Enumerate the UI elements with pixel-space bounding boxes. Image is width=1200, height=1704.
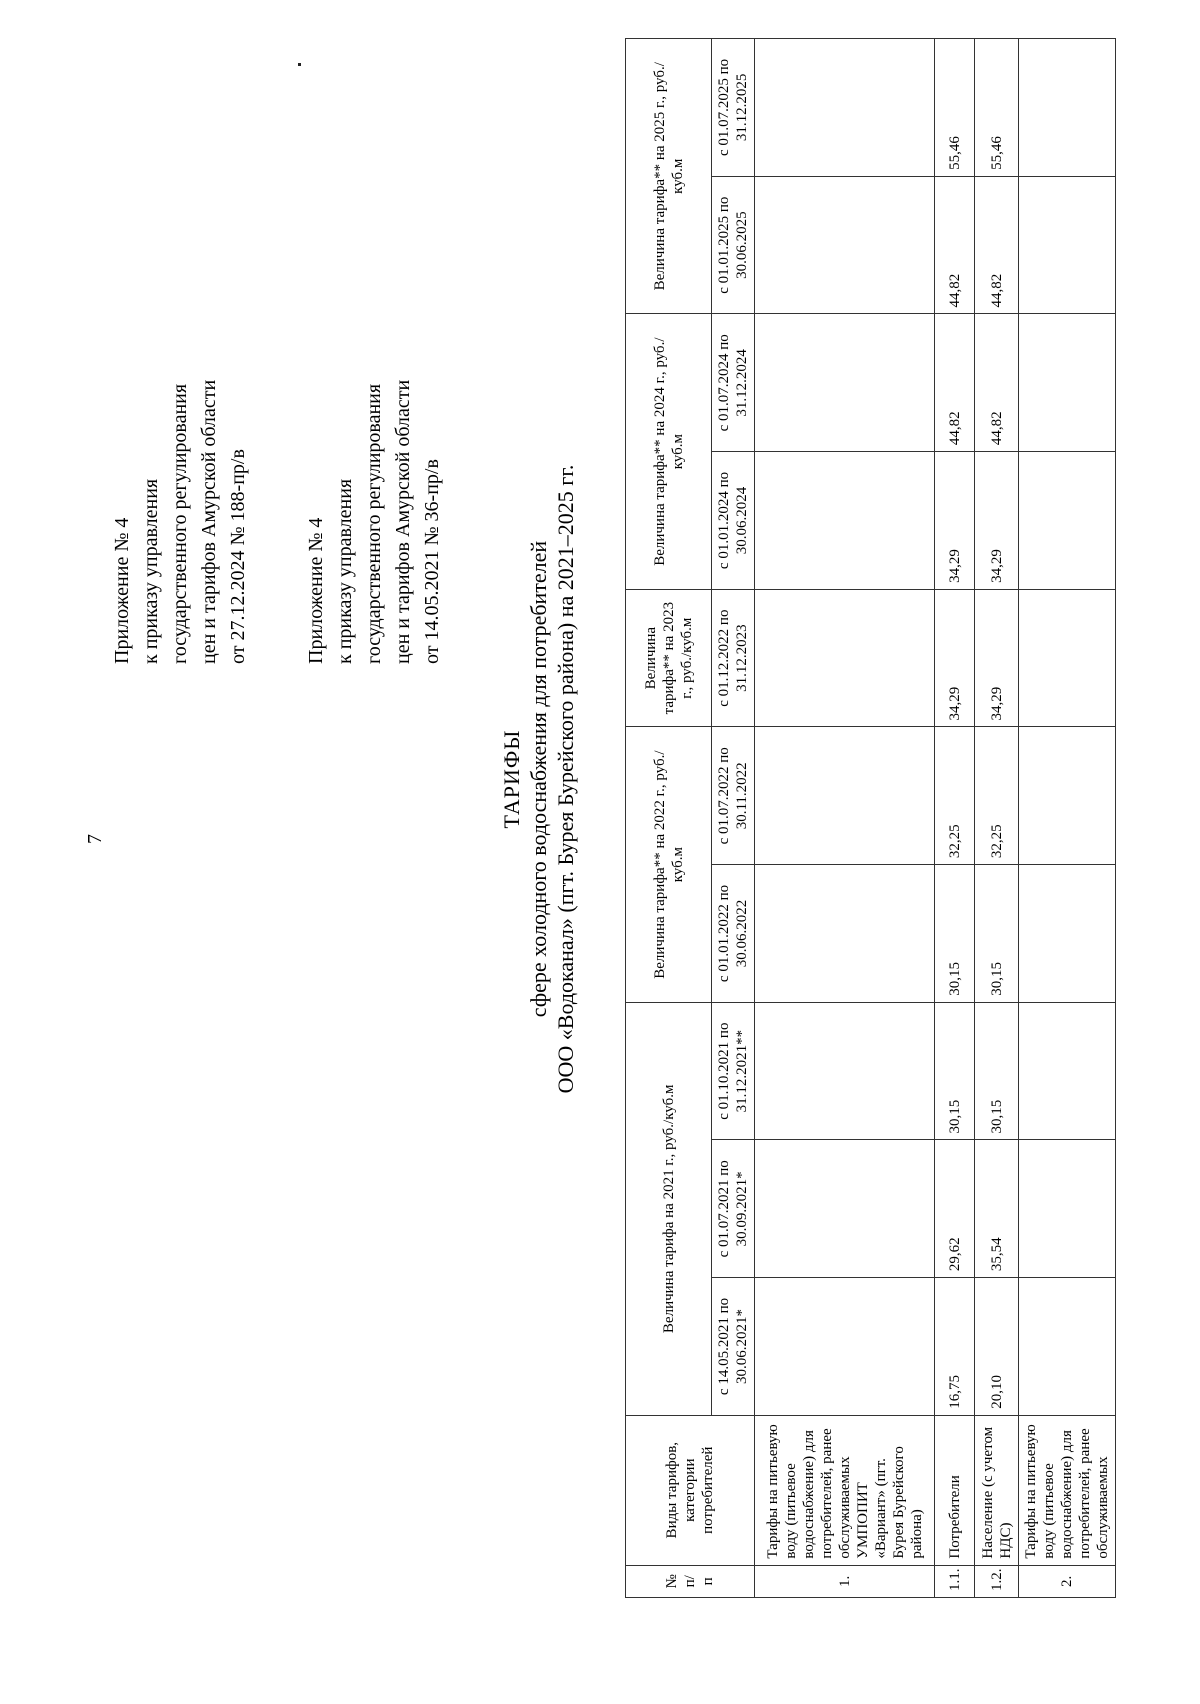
tariff-value: 44,82 bbox=[935, 314, 975, 452]
table-row bbox=[755, 39, 935, 1598]
tariff-value: 30,15 bbox=[935, 1002, 975, 1140]
tariff-value bbox=[755, 176, 935, 314]
period-header: с 01.01.2025 по 30.06.2025 bbox=[712, 176, 755, 314]
tariff-value: 30,15 bbox=[975, 1002, 1019, 1140]
appendix-current-line: государственного регулирования bbox=[169, 383, 191, 664]
appendix-previous-line: цен и тарифов Амурской области bbox=[392, 379, 414, 664]
header-2023: Величина тарифа** на 2023 г., руб./куб.м bbox=[626, 589, 712, 727]
period-header: с 14.05.2021 по 30.06.2021* bbox=[712, 1278, 755, 1416]
tariff-value: 55,46 bbox=[935, 39, 975, 177]
row-name: Потребители bbox=[935, 1415, 975, 1565]
tariff-value: 34,29 bbox=[935, 589, 975, 727]
tariff-value: 34,29 bbox=[975, 452, 1019, 590]
period-header: с 01.07.2025 по 31.12.2025 bbox=[712, 39, 755, 177]
tariffs-table bbox=[625, 38, 1116, 1598]
tariff-value bbox=[755, 452, 935, 590]
tariff-value bbox=[755, 1002, 935, 1140]
header-2022: Величина тарифа** на 2022 г., руб./куб.м bbox=[626, 727, 712, 1002]
appendix-current-line: от 27.12.2024 № 188-пр/в bbox=[227, 449, 249, 664]
appendix-current-line: цен и тарифов Амурской области bbox=[198, 379, 220, 664]
table-row bbox=[1019, 39, 1116, 1598]
row-name: Население (с учетом НДС) bbox=[975, 1415, 1019, 1565]
appendix-current bbox=[108, 380, 253, 664]
table-row bbox=[935, 39, 975, 1598]
document-title bbox=[498, 354, 579, 1204]
period-header: с 01.01.2024 по 30.06.2024 bbox=[712, 452, 755, 590]
header-kinds: Виды тарифов, категории потребителей bbox=[626, 1415, 755, 1565]
tariff-value: 30,15 bbox=[975, 865, 1019, 1003]
row-number: 1.1. bbox=[935, 1565, 975, 1597]
tariff-value bbox=[1019, 314, 1116, 452]
row-name: Тарифы на питьевую воду (питьевое водоснабжение) для потребителей, ранее обслуживаемых bbox=[1019, 1415, 1116, 1565]
appendix-previous bbox=[302, 380, 447, 664]
tariff-value: 20,10 bbox=[975, 1278, 1019, 1416]
tariff-value bbox=[1019, 589, 1116, 727]
appendix-current-line: к приказу управления bbox=[140, 478, 162, 664]
title-line-2: сфере холодного водоснабжения для потребителей bbox=[526, 540, 551, 1018]
tariff-value: 44,82 bbox=[935, 176, 975, 314]
appendix-previous-line: к приказу управления bbox=[334, 478, 356, 664]
row-number: 1. bbox=[755, 1565, 935, 1597]
page-number: 7 bbox=[84, 834, 106, 844]
tariff-value bbox=[755, 865, 935, 1003]
tariff-value bbox=[755, 39, 935, 177]
tariff-value: 55,46 bbox=[975, 39, 1019, 177]
tariff-value: 35,54 bbox=[975, 1140, 1019, 1278]
tariff-value: 30,15 bbox=[935, 865, 975, 1003]
appendix-previous-line: Приложение № 4 bbox=[305, 517, 327, 664]
tariff-value: 16,75 bbox=[935, 1278, 975, 1416]
tariff-value bbox=[1019, 865, 1116, 1003]
header-2021: Величина тарифа на 2021 г., руб./куб.м bbox=[626, 1002, 712, 1415]
tariff-value bbox=[755, 727, 935, 865]
appendix-previous-line: государственного регулирования bbox=[363, 383, 385, 664]
appendix-previous-line: от 14.05.2021 № 36-пр/в bbox=[421, 459, 443, 664]
tariff-value: 34,29 bbox=[975, 589, 1019, 727]
appendix-current-line: Приложение № 4 bbox=[111, 517, 133, 664]
table-period-row bbox=[712, 39, 755, 1598]
tariff-value bbox=[1019, 727, 1116, 865]
period-header: с 01.07.2021 по 30.09.2021* bbox=[712, 1140, 755, 1278]
period-header: с 01.10.2021 по 31.12.2021** bbox=[712, 1002, 755, 1140]
title-main: ТАРИФЫ bbox=[499, 729, 524, 829]
table-row bbox=[975, 39, 1019, 1598]
period-header: с 01.12.2022 по 31.12.2023 bbox=[712, 589, 755, 727]
row-name: Тарифы на питьевую воду (питьевое водоснабжение) для потребителей, ранее обслуживаемых УМПОПИТ «Вариант» (пгт. Бурея Бурейского района) bbox=[755, 1415, 935, 1565]
tariff-value: 34,29 bbox=[935, 452, 975, 590]
tariff-value bbox=[755, 1278, 935, 1416]
tariff-value: 44,82 bbox=[975, 176, 1019, 314]
period-header: с 01.07.2024 по 31.12.2024 bbox=[712, 314, 755, 452]
title-line-3: ООО «Водоканал» (пгт. Бурея Бурейского района) на 2021–2025 гг. bbox=[553, 464, 578, 1094]
tariff-value bbox=[755, 589, 935, 727]
header-2024: Величина тарифа** на 2024 г., руб./куб.м bbox=[626, 314, 712, 589]
tariff-value: 32,25 bbox=[975, 727, 1019, 865]
tariff-value bbox=[1019, 176, 1116, 314]
row-number: 2. bbox=[1019, 1565, 1116, 1597]
tariff-value bbox=[1019, 1140, 1116, 1278]
header-2025: Величина тарифа** на 2025 г., руб./куб.м bbox=[626, 39, 712, 314]
tariff-value: 44,82 bbox=[975, 314, 1019, 452]
tariff-value bbox=[1019, 1002, 1116, 1140]
header-number: № п/п bbox=[626, 1565, 755, 1597]
tariff-value bbox=[755, 1140, 935, 1278]
tariff-value bbox=[755, 314, 935, 452]
period-header: с 01.01.2022 по 30.06.2022 bbox=[712, 865, 755, 1003]
tariff-value: 32,25 bbox=[935, 727, 975, 865]
tariff-value: 29,62 bbox=[935, 1140, 975, 1278]
table-header-row bbox=[626, 39, 712, 1598]
tariff-value bbox=[1019, 39, 1116, 177]
tariff-value bbox=[1019, 1278, 1116, 1416]
period-header: с 01.07.2022 по 30.11.2022 bbox=[712, 727, 755, 865]
row-number: 1.2. bbox=[975, 1565, 1019, 1597]
tariff-value bbox=[1019, 452, 1116, 590]
